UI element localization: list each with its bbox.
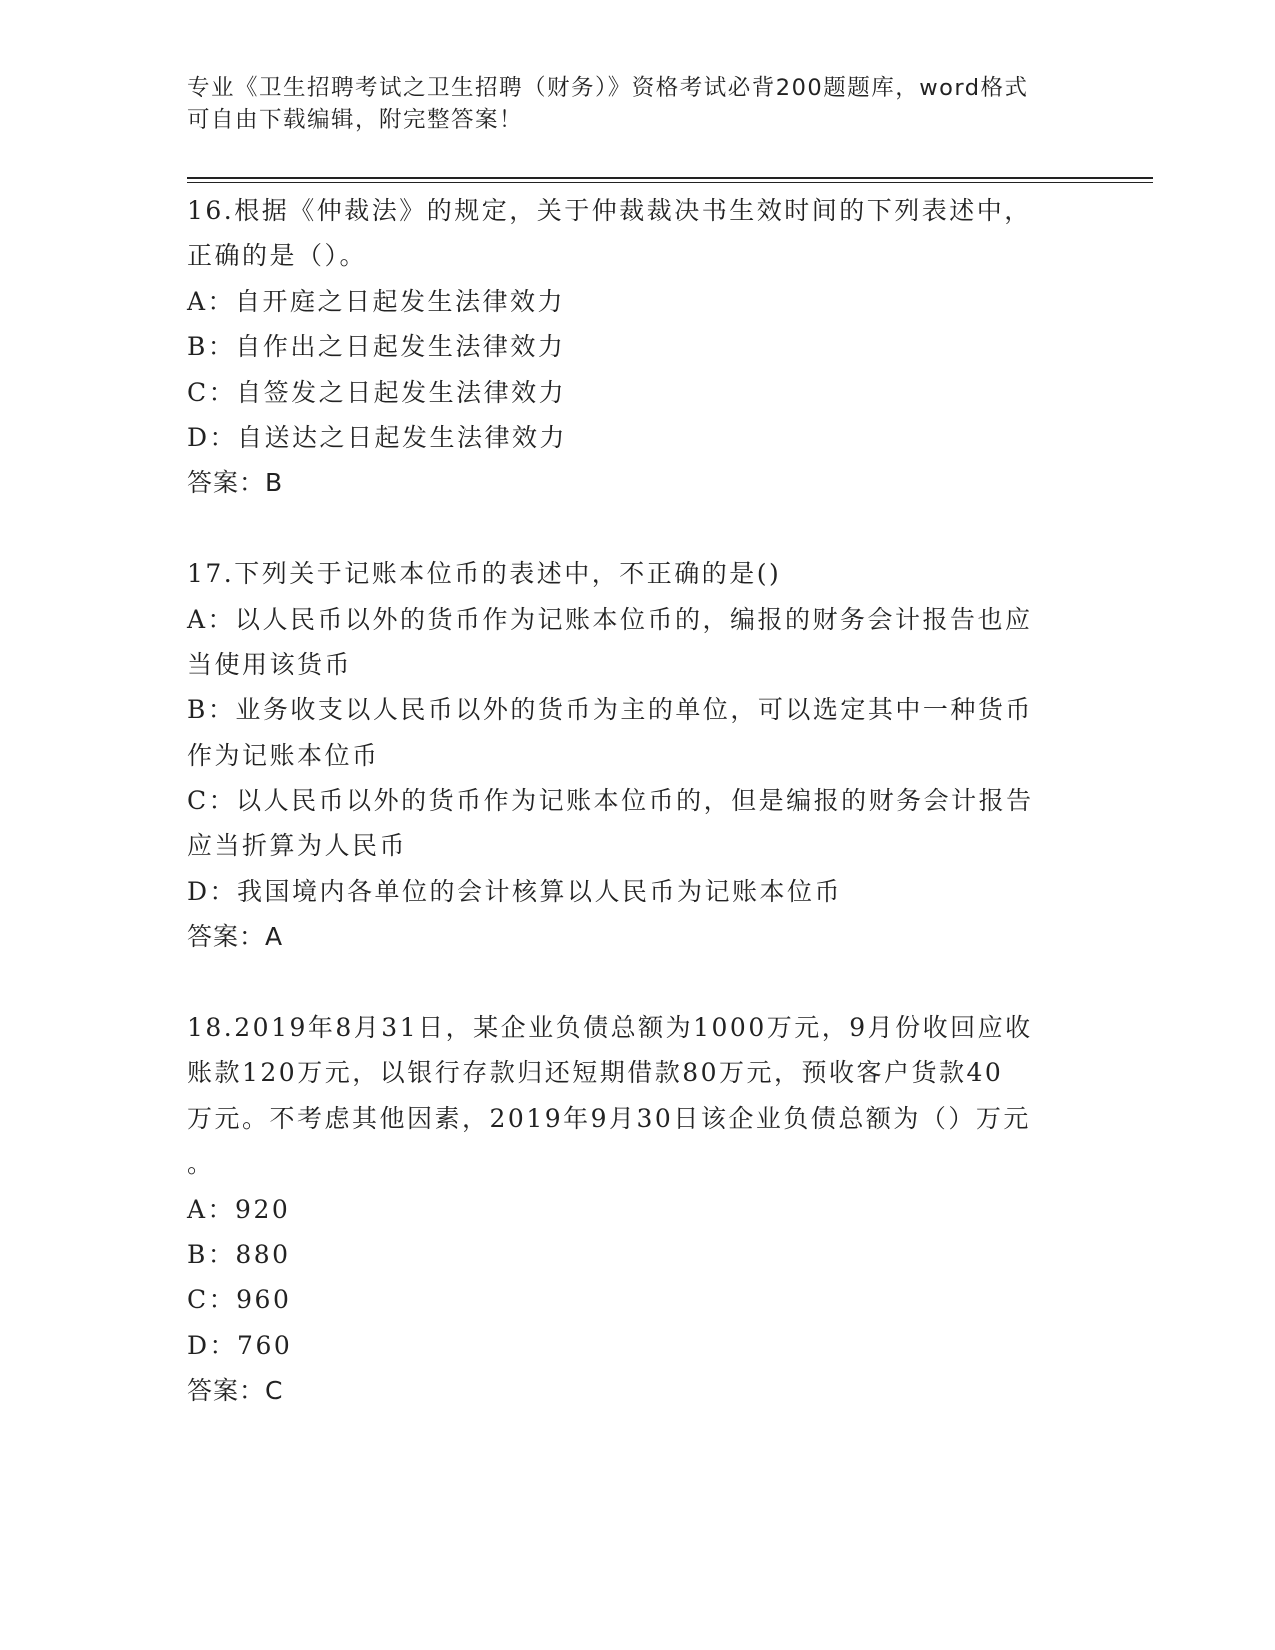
question-stem-line: 18.2019年8月31日，某企业负债总额为1000万元，9月份收回应收 bbox=[187, 1013, 1033, 1043]
answer: 答案：B bbox=[187, 468, 284, 498]
question-stem-line: 账款120万元，以银行存款归还短期借款80万元，预收客户货款40 bbox=[187, 1058, 1004, 1088]
option-b-continued: 作为记账本位币 bbox=[187, 740, 380, 770]
option-d: D：我国境内各单位的会计核算以人民币为记账本位币 bbox=[187, 876, 843, 906]
header-line-2: 可自由下载编辑，附完整答案！ bbox=[187, 107, 524, 133]
header-divider-thin bbox=[187, 182, 1153, 183]
question-stem-line: 16.根据《仲裁法》的规定，关于仲裁裁决书生效时间的下列表述中， bbox=[187, 196, 1032, 225]
option-d: D：自送达之日起发生法律效力 bbox=[187, 422, 568, 452]
option-c: C：以人民币以外的货币作为记账本位币的，但是编报的财务会计报告 bbox=[187, 786, 1034, 816]
question-stem-line: 万元。不考虑其他因素，2019年9月30日该企业负债总额为（）万元 bbox=[187, 1103, 1031, 1133]
question-17 bbox=[187, 551, 1087, 960]
header-divider-thick bbox=[187, 177, 1153, 179]
answer: 答案：C bbox=[187, 1376, 284, 1406]
option-b: B：880 bbox=[187, 1239, 291, 1269]
question-stem-line: 。 bbox=[187, 1149, 215, 1179]
option-c: C：自签发之日起发生法律效力 bbox=[187, 377, 567, 407]
option-c-continued: 应当折算为人民币 bbox=[187, 831, 408, 861]
question-list bbox=[187, 188, 1087, 1414]
option-d: D：760 bbox=[187, 1330, 293, 1360]
question-spacer bbox=[187, 960, 1087, 1005]
question-stem-line: 正确的是（）。 bbox=[187, 241, 368, 271]
answer: 答案：A bbox=[187, 922, 284, 952]
question-16 bbox=[187, 188, 1087, 506]
option-a: A：自开庭之日起发生法律效力 bbox=[187, 286, 566, 316]
header-line-1: 专业《卫生招聘考试之卫生招聘（财务）》资格考试必背200题题库，word格式 bbox=[187, 75, 1029, 101]
document-header bbox=[187, 72, 1067, 136]
option-b: B：业务收支以人民币以外的货币为主的单位，可以选定其中一种货币 bbox=[187, 695, 1033, 725]
option-c: C：960 bbox=[187, 1285, 292, 1315]
question-18 bbox=[187, 1005, 1087, 1414]
option-a: A：以人民币以外的货币作为记账本位币的，编报的财务会计报告也应 bbox=[187, 604, 1033, 634]
option-a-continued: 当使用该货币 bbox=[187, 649, 353, 679]
option-b: B：自作出之日起发生法律效力 bbox=[187, 332, 566, 362]
question-stem-line: 17.下列关于记账本位币的表述中，不正确的是() bbox=[187, 559, 782, 589]
option-a: A：920 bbox=[187, 1194, 291, 1224]
question-spacer bbox=[187, 506, 1087, 551]
